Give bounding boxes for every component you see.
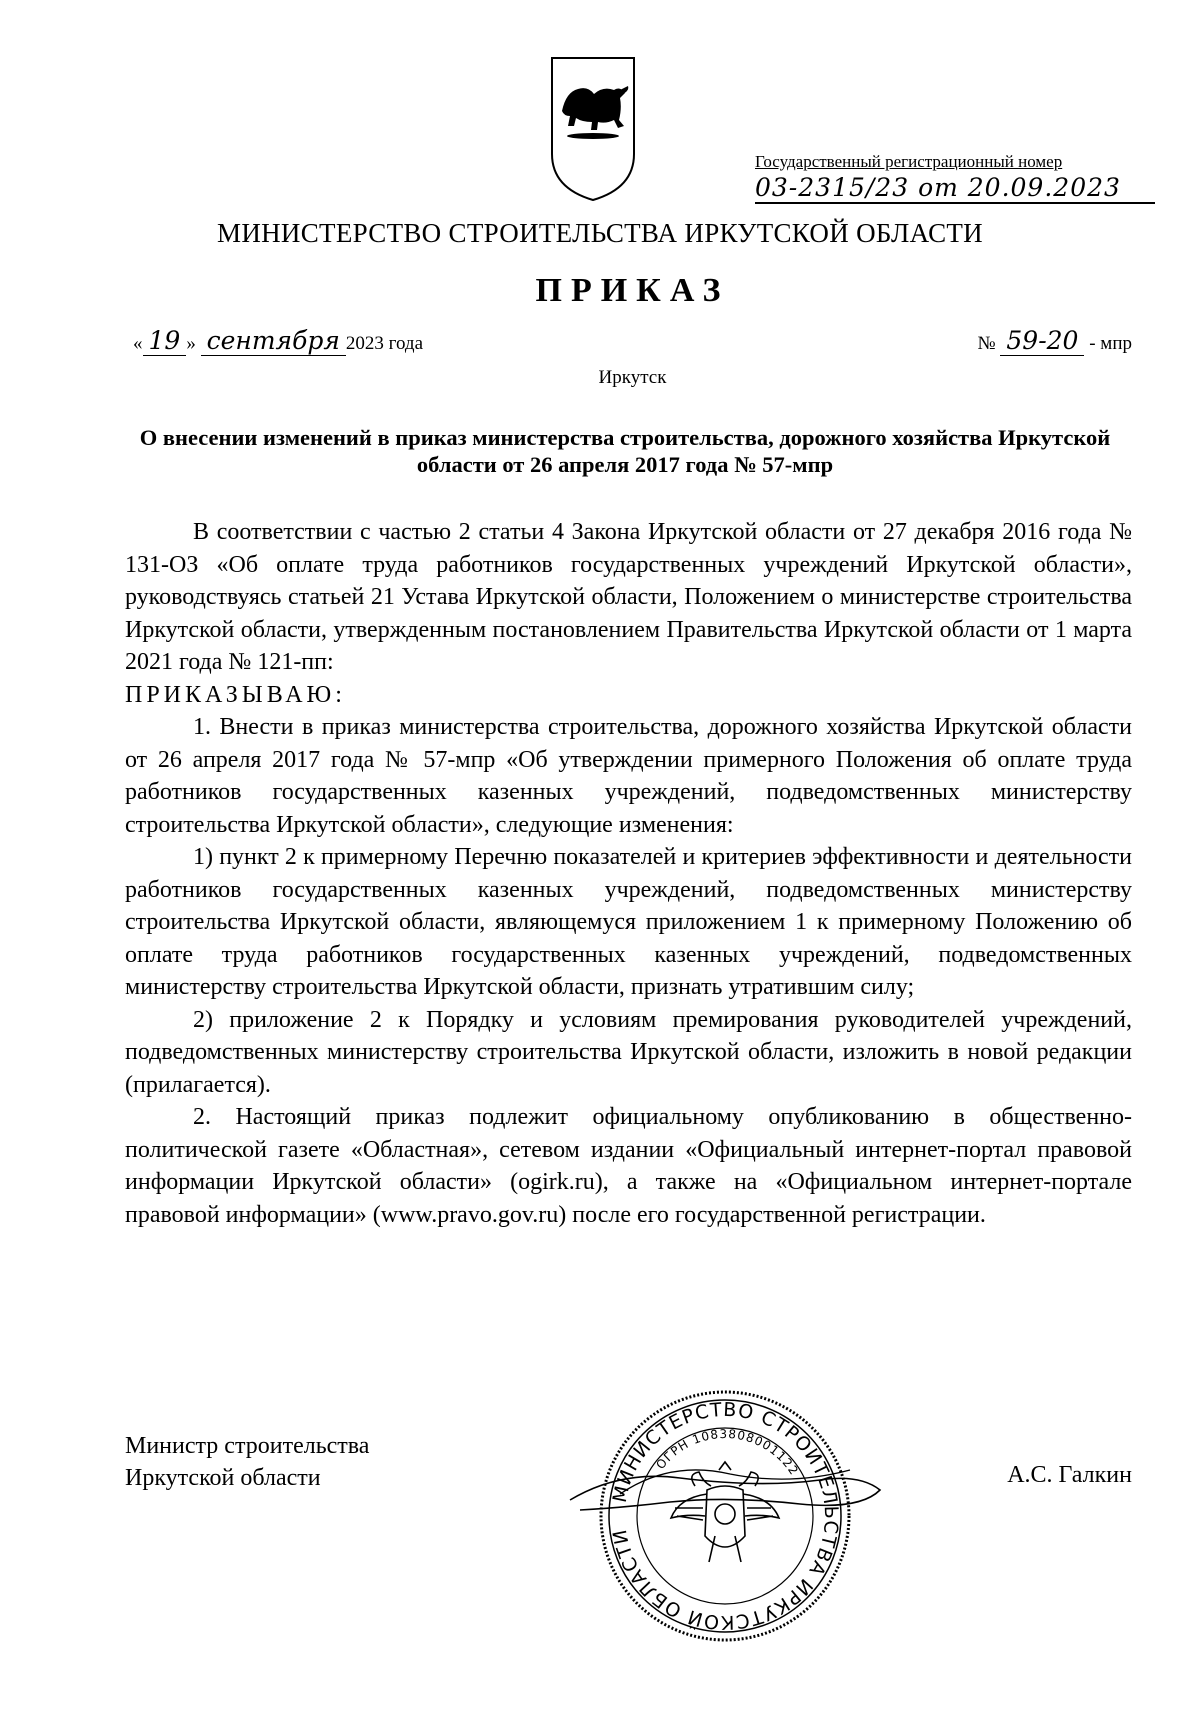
date-year: 2023 года [345,333,424,354]
number-value: 59-20 [1000,326,1084,356]
city: Иркутск [598,367,667,388]
signatory-name: А.С. Галкин [1007,1462,1132,1488]
date-month: сентября [201,326,346,356]
paragraph-subitem-2: 2) приложение 2 к Порядку и условиям премирования руководителей учреждений, подведомственных министерству строительства Иркутской области, изложить в новой редакции (прилагается). [125,1006,1132,1098]
date-open-quote: « [133,333,143,354]
paragraph-item-2: 2. Настоящий приказ подлежит официальному опубликованию в общественно-политической газете «Областная», сетевом издании «Официальный интернет-портал правовой информации Иркутской области» (ogirk.ru), а также на «Официальном интернет-портале правовой информации» (www.pravo.gov.ru) после его государственной регистрации. [125,1104,1132,1228]
signatory-position-line1: Министр строительства [125,1433,370,1459]
paragraph-preamble: В соответствии с частью 2 статьи 4 Закона Иркутской области от 27 декабря 2016 года № 131-ОЗ «Об оплате труда работников государственных учреждений Иркутской области», руководствуясь статьей 21 Устава Иркутской области, Положением о министерстве строительства Иркутской области, утвержденным постановлением Правительства Иркутской области от 1 марта 2021 года № 121-пп: [125,519,1132,675]
ministry-name: МИНИСТЕРСТВО СТРОИТЕЛЬСТВА ИРКУТСКОЙ ОБЛАСТИ [217,218,983,248]
coat-of-arms-emblem [548,56,638,202]
document-body [125,516,1132,1231]
date-day: 19 [143,326,187,356]
document-number [978,326,1133,355]
number-prefix: № [977,333,996,354]
stamp-ogrn: ОГРН 1083808001122 [653,1426,802,1478]
registration-number: 03-2315/23 от 20.09.2023 [755,174,1155,204]
paragraph-order-word: ПРИКАЗЫВАЮ: [125,681,346,708]
handwritten-signature [560,1440,900,1530]
registration-block [755,152,1155,204]
number-suffix: - мпр [1089,333,1132,354]
signatory-position-line2: Иркутской области [125,1465,321,1491]
signatory-position [125,1430,369,1494]
stamp-ring-text: МИНИСТЕРСТВО СТРОИТЕЛЬСТВА ИРКУТСКОЙ ОБЛАСТИ [608,1398,843,1634]
document-title: О внесении изменений в приказ министерства строительства, дорожного хозяйства Иркутской области от 26 апреля 2017 года № 57-мпр [139,425,1111,477]
registration-label: Государственный регистрационный номер [755,152,1063,171]
paragraph-subitem-1: 1) пункт 2 к примерному Перечню показателей и критериев эффективности и деятельности работников государственных казенных учреждений, подведомственных министерству строительства Иркутской области, являющемуся приложением 1 к примерному Положению об оплате труда работников государственных казенных учреждений, подведомственных министерству строительства Иркутской области, признать утратившим силу; [125,844,1132,1000]
date-close-quote: » [186,333,196,354]
paragraph-item-1: 1. Внести в приказ министерства строительства, дорожного хозяйства Иркутской области от 26 апреля 2017 года № 57-мпр «Об утверждении примерного Положения об оплате труда работников государственных казенных учреждений, подведомственных министерству строительства Иркутской области», следующие изменения: [125,714,1132,838]
document-date [133,326,423,355]
document-type-title: ПРИКАЗ [535,272,730,309]
